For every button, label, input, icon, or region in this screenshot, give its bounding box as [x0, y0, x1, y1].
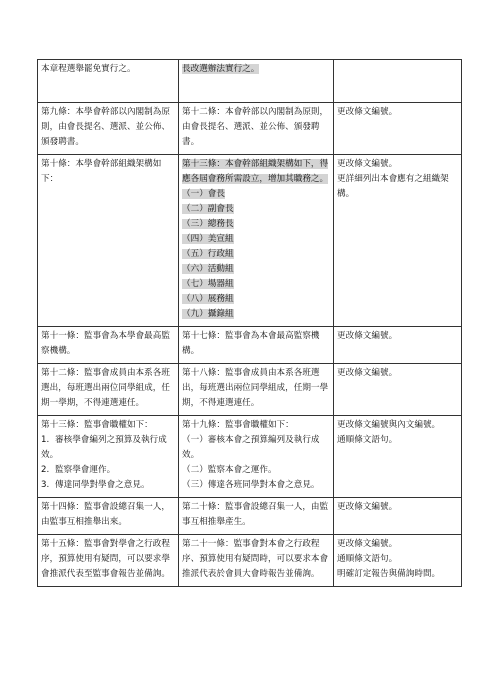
- old-text-cell: [38, 535, 179, 587]
- new-text-cell: [179, 364, 334, 416]
- old-text: 第十五條：監事會對學會之行政程序，預算使用有疑問，可以要求學會推派代表至監事會報告並備詢。: [41, 539, 170, 579]
- note-cell: [334, 327, 462, 364]
- note-text: 更改條文編號與內文編號。: [337, 420, 441, 430]
- list-item: （二）監察本會之運作。: [182, 465, 277, 475]
- old-text-cell: [38, 60, 179, 103]
- new-text-cell: [179, 327, 334, 364]
- old-text: 第十二條：監事會成員由本系各班選出，每班選出兩位同學組成，任期一學期，不得連選連任。: [41, 368, 170, 408]
- old-text-cell: [38, 155, 179, 327]
- comparison-table: [37, 59, 462, 587]
- old-text-cell: [38, 498, 179, 535]
- list-item: （九）攝錄組: [182, 309, 234, 319]
- note-cell: [334, 103, 462, 155]
- list-text: 監察學會運作。: [55, 465, 116, 475]
- list-text: 傳達同學對學會之意見。: [55, 480, 150, 490]
- list-number: 1.: [41, 435, 50, 445]
- note-cell: [334, 535, 462, 587]
- list-text: 審核學會編列之預算及執行成效。: [41, 435, 167, 460]
- table-row: [38, 364, 462, 416]
- note-text: 更改條文編號。: [337, 539, 398, 549]
- list-item: [41, 463, 175, 478]
- old-text-cell: [38, 416, 179, 498]
- new-text: 第十七條：監事會為本會最高監察機構。: [182, 331, 320, 356]
- note-text: 更改條文編號。: [337, 368, 398, 378]
- list-item: （六）活動組: [182, 264, 234, 274]
- old-text-cell: [38, 327, 179, 364]
- note-cell: [334, 416, 462, 498]
- new-text: 第十三條：本會幹部組織架構如下，得應各屆會務所需設立，增加其職務之。: [182, 159, 329, 184]
- old-text-cell: [38, 103, 179, 155]
- table-row: [38, 498, 462, 535]
- table-row: [38, 155, 462, 327]
- list-item: （五）行政組: [182, 249, 234, 259]
- new-text: 第二十條：監事會設總召集一人，由監事互相推舉產生。: [182, 502, 329, 527]
- new-text-cell: [179, 103, 334, 155]
- list-item: （三）總務長: [182, 219, 234, 229]
- list-number: 2.: [41, 465, 50, 475]
- old-text: 第十一條：監事會為本學會最高監察機構。: [41, 331, 170, 356]
- table-row: [38, 60, 462, 103]
- table-row: [38, 327, 462, 364]
- old-text-cell: [38, 364, 179, 416]
- new-text: 第二十一條：監事會對本會之行政程序、預算使用有疑問時，可以要求本會推派代表於會員大會時報告並備詢。: [182, 539, 329, 579]
- note-text: 更改條文編號。: [337, 107, 398, 117]
- new-text-cell: [179, 155, 334, 327]
- old-text: 第十三條：監事會職權如下：: [41, 420, 153, 430]
- old-text: 第十四條：監事會設總召集一人，由監事互相推舉出來。: [41, 502, 170, 527]
- new-text-cell: [179, 498, 334, 535]
- note-cell: [334, 364, 462, 416]
- list-item: [41, 433, 175, 463]
- list-item: [41, 478, 175, 493]
- new-text-cell: [179, 535, 334, 587]
- new-text-cell: [179, 60, 334, 103]
- list-item: （一）審核本會之預算編列及執行成效。: [182, 435, 320, 460]
- list-item: （四）美宣組: [182, 234, 234, 244]
- table-row: [38, 535, 462, 587]
- list-item: （三）傳達各班同學對本會之意見。: [182, 480, 320, 490]
- new-text: 長改選辦法實行之。: [182, 64, 260, 74]
- note-text: 通順條文語句。: [337, 554, 398, 564]
- new-text: 第十二條：本會幹部以內閣制為原則，由會長提名、選派、並公佈、頒發聘書。: [182, 107, 329, 147]
- new-text-cell: [179, 416, 334, 498]
- list-item: （七）場器組: [182, 279, 234, 289]
- list-number: 3.: [41, 480, 50, 490]
- note-cell: [334, 498, 462, 535]
- note-text: 更改條文編號。: [337, 502, 398, 512]
- note-text: 通順條文語句。: [337, 435, 398, 445]
- old-text: 本章程選舉罷免實行之。: [41, 64, 136, 74]
- note-cell: [334, 155, 462, 327]
- new-text: 第十九條：監事會職權如下：: [182, 420, 294, 430]
- note-text: 更改條文編號。: [337, 331, 398, 341]
- old-text: 第十條：本學會幹部組織架構如下：: [41, 159, 162, 184]
- list-item: （二）副會長: [182, 204, 234, 214]
- note-text: 更詳細列出本會應有之組織架構。: [337, 174, 449, 199]
- table-row: [38, 416, 462, 498]
- list-item: （八）展務組: [182, 294, 234, 304]
- note-text: 明確訂定報告與備詢時間。: [337, 569, 441, 579]
- old-text: 第九條：本學會幹部以內閣制為原則，由會長提名、選派、並公佈、頒發聘書。: [41, 107, 170, 147]
- note-cell: [334, 60, 462, 103]
- table-row: [38, 103, 462, 155]
- note-text: 更改條文編號。: [337, 159, 398, 169]
- new-text: 第十八條：監事會成員由本系各班選出，每班選出兩位同學組成，任期一學期，不得連選連任。: [182, 368, 329, 408]
- list-item: （一）會長: [182, 189, 225, 199]
